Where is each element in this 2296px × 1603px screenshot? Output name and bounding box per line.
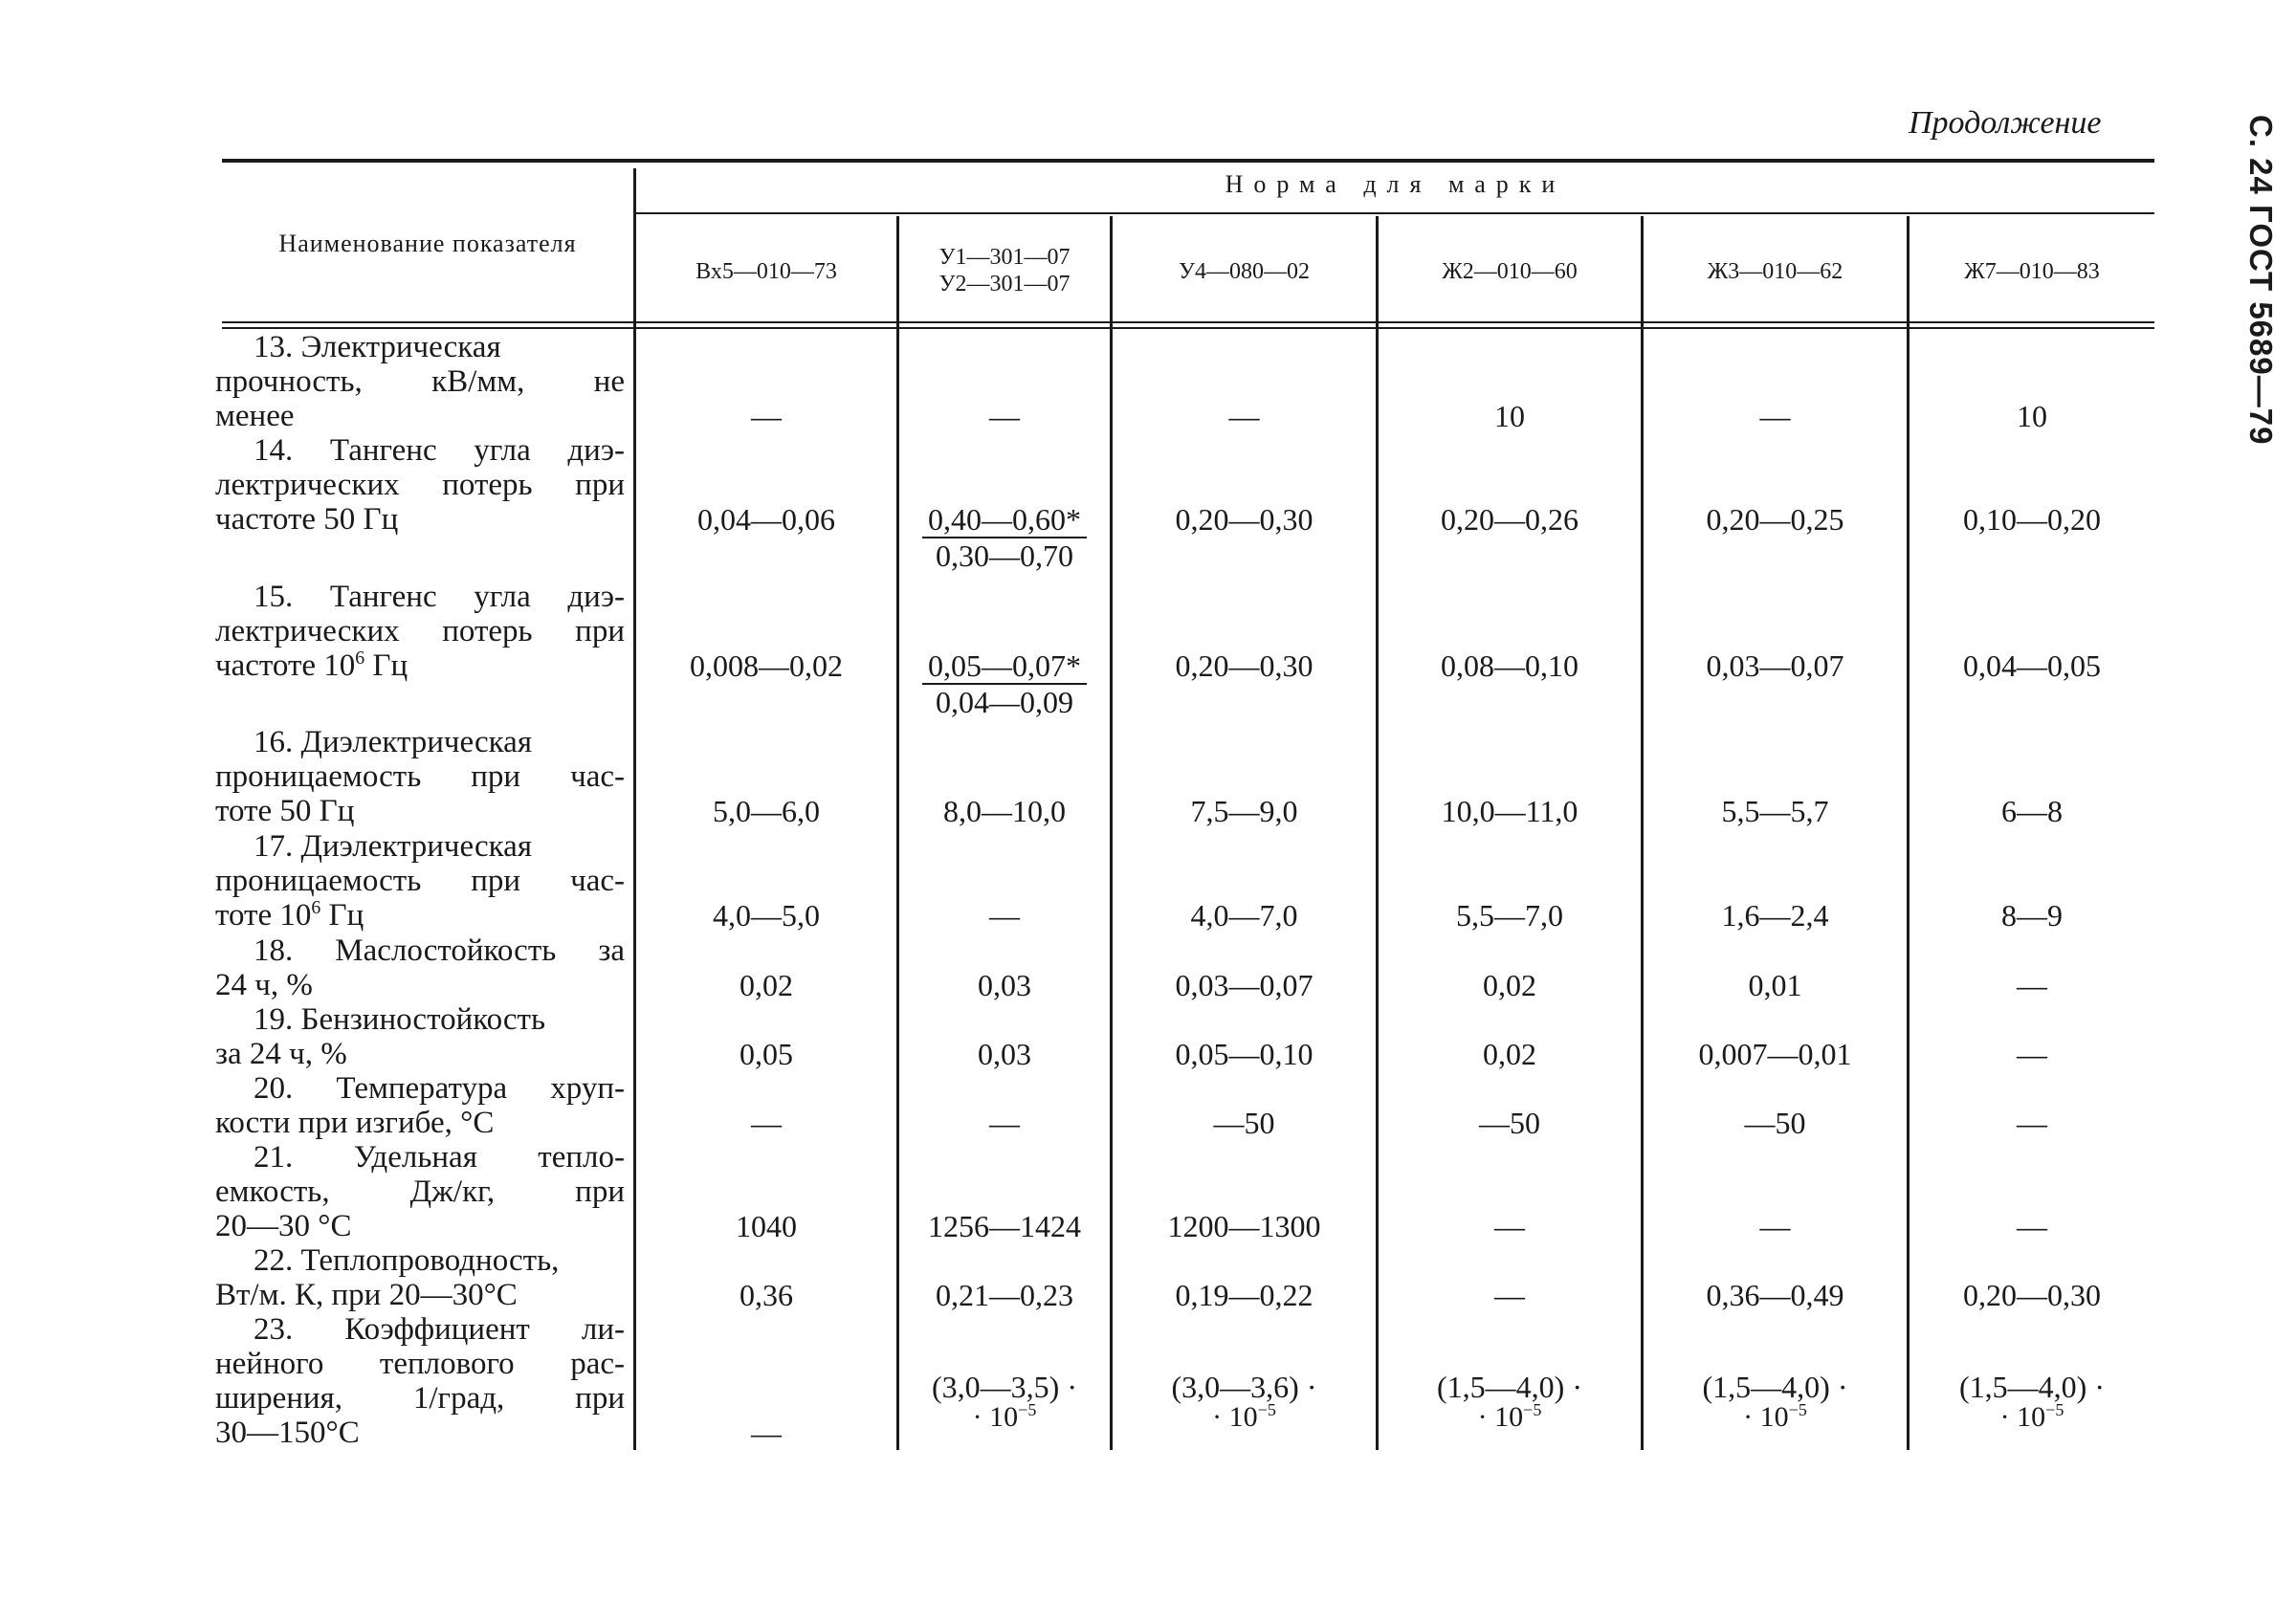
row-13-line-3: менее <box>215 399 295 433</box>
row-14-value-1: 0,04—0,06 <box>697 502 835 537</box>
row-15-line-3 <box>215 648 625 683</box>
row-22-value-3: 0,19—0,22 <box>1175 1278 1314 1312</box>
row-23-value-3-exp-base: · 10 <box>1212 1401 1258 1433</box>
row-17-line-3-text: тоте 10 <box>215 898 312 933</box>
row-19-value-4: 0,02 <box>1483 1037 1536 1071</box>
col-header-5 <box>1644 258 1907 285</box>
row-22-value-5: 0,36—0,49 <box>1706 1278 1844 1312</box>
col-header-4-text: Ж2—010—60 <box>1442 259 1578 284</box>
row-23-line-3: ширения, 1/град, при <box>215 1381 625 1416</box>
row-15-value-1: 0,008—0,02 <box>690 648 843 683</box>
row-15-superscript: 6 <box>355 648 365 669</box>
row-17-value-4: 5,5—7,0 <box>1456 898 1563 933</box>
row-23-line-1: 23. Коэффициент ли- <box>254 1312 625 1347</box>
row-19-name <box>215 1002 625 1071</box>
row-14-value-5: 0,20—0,25 <box>1706 502 1844 537</box>
row-14-value-3: 0,20—0,30 <box>1175 502 1314 537</box>
row-14-value-2-main: 0,40—0,60* <box>922 502 1087 538</box>
row-17-line-2: проницаемость при час- <box>215 864 625 898</box>
side-page-header: С. 24 ГОСТ 5689—79 <box>2243 115 2279 446</box>
group-header-rule <box>635 212 2154 214</box>
row-13-value-5: — <box>1759 399 1791 433</box>
row-18-line-1: 18. Маслостойкость за <box>254 933 625 968</box>
col-header-1-text: Вх5—010—73 <box>695 259 837 284</box>
row-20-value-6: — <box>2017 1106 2047 1140</box>
row-23-value-6-main: (1,5—4,0) · <box>1959 1370 2105 1404</box>
row-15-value-2-alt: 0,04—0,09 <box>936 685 1073 719</box>
col-header-2-line1: У1—301—07 <box>938 245 1071 270</box>
row-20-value-4: —50 <box>1479 1106 1540 1140</box>
row-20-line-1: 20. Температура хруп- <box>254 1071 625 1106</box>
row-22-value-6: 0,20—0,30 <box>1963 1278 2101 1312</box>
row-16-line-3: тоте 50 Гц <box>215 794 355 828</box>
row-17-name <box>215 829 625 933</box>
row-21-value-5: — <box>1759 1209 1791 1243</box>
row-19-line-1: 19. Бензиностойкость <box>254 1002 546 1037</box>
row-23-value-2-main: (3,0—3,5) · <box>932 1370 1077 1404</box>
row-14-line-3: частоте 50 Гц <box>215 502 399 537</box>
col-header-1 <box>636 258 896 285</box>
row-20-value-5: —50 <box>1744 1106 1806 1140</box>
row-17-value-6: 8—9 <box>2001 898 2063 933</box>
row-21-value-1: 1040 <box>736 1209 797 1243</box>
row-21-value-3: 1200—1300 <box>1167 1209 1321 1243</box>
row-15-value-6: 0,04—0,05 <box>1963 648 2101 683</box>
row-23-value-2-exp <box>899 1400 1110 1433</box>
row-18-value-6: — <box>2017 968 2047 1002</box>
row-22-line-2: Вт/м. К, при 20—30°C <box>215 1278 518 1312</box>
name-column-header: Наименование показателя <box>278 230 577 257</box>
row-18-value-4: 0,02 <box>1483 968 1536 1002</box>
row-13-value-3: — <box>1228 399 1260 433</box>
row-15-value-2-main: 0,05—0,07* <box>922 648 1087 685</box>
row-15-name <box>215 580 625 683</box>
row-14-value-2 <box>899 502 1110 573</box>
row-23-value-5 <box>1644 1370 1907 1431</box>
row-23-value-5-exp-base: · 10 <box>1743 1401 1789 1433</box>
row-19-value-2: 0,03 <box>978 1037 1031 1071</box>
row-23-name <box>215 1312 625 1450</box>
row-22-name <box>215 1243 625 1312</box>
row-16-value-2: 8,0—10,0 <box>943 794 1066 828</box>
col-header-6 <box>1910 258 2154 285</box>
row-19-value-3: 0,05—0,10 <box>1175 1037 1314 1071</box>
row-15-value-2 <box>899 648 1110 719</box>
row-23-value-2-exp-base: · 10 <box>972 1401 1019 1433</box>
table-top-rule <box>222 159 2154 163</box>
row-23-value-4-exp-power: −5 <box>1523 1400 1542 1419</box>
row-19-line-2: за 24 ч, % <box>215 1037 347 1071</box>
row-20-value-2: — <box>989 1106 1020 1140</box>
row-17-value-2: — <box>989 898 1020 933</box>
row-13-value-1: — <box>751 399 782 433</box>
row-15-value-3: 0,20—0,30 <box>1175 648 1314 683</box>
group-header: Норма для марки <box>1225 170 1566 198</box>
row-23-value-6-exp <box>1910 1400 2154 1433</box>
row-19-value-5: 0,007—0,01 <box>1698 1037 1852 1071</box>
row-14-name <box>215 433 625 537</box>
row-13-line-1: 13. Электрическая <box>254 330 501 364</box>
row-15-value-4: 0,08—0,10 <box>1441 648 1578 683</box>
col-header-3 <box>1113 258 1376 285</box>
row-23-value-5-exp-power: −5 <box>1788 1400 1807 1419</box>
row-23-value-6-exp-base: · 10 <box>1999 1401 2046 1433</box>
row-15-line-2: лектрических потерь при <box>215 614 625 648</box>
row-23-value-4 <box>1379 1370 1641 1431</box>
row-22-line-1: 22. Теплопроводность, <box>254 1243 560 1278</box>
row-20-line-2: кости при изгибе, °C <box>215 1106 495 1140</box>
row-23-value-3-exp <box>1113 1400 1376 1433</box>
row-13-value-4: 10 <box>1494 399 1525 433</box>
col-header-2 <box>899 244 1110 297</box>
row-14-value-4: 0,20—0,26 <box>1441 502 1578 537</box>
row-23-value-4-exp <box>1379 1400 1641 1433</box>
row-13-name <box>215 330 625 433</box>
col-header-2-line2: У2—301—07 <box>938 272 1071 296</box>
row-16-name <box>215 725 625 828</box>
row-22-value-1: 0,36 <box>740 1278 793 1312</box>
row-20-value-3: —50 <box>1213 1106 1275 1140</box>
row-23-value-2-exp-power: −5 <box>1018 1400 1037 1419</box>
row-16-value-3: 7,5—9,0 <box>1190 794 1298 828</box>
row-17-value-1: 4,0—5,0 <box>713 898 820 933</box>
row-13-line-2: прочность, кВ/мм, не <box>215 364 625 399</box>
row-16-line-1: 16. Диэлектрическая <box>254 725 533 759</box>
row-20-value-1: — <box>751 1106 782 1140</box>
col-header-3-text: У4—080—02 <box>1179 259 1310 284</box>
col-header-5-text: Ж3—010—62 <box>1707 259 1843 284</box>
row-23-value-1: — <box>751 1416 782 1450</box>
row-15-line-1: 15. Тангенс угла диэ- <box>254 580 625 614</box>
row-17-value-3: 4,0—7,0 <box>1190 898 1298 933</box>
row-14-line-1: 14. Тангенс угла диэ- <box>254 433 625 468</box>
row-16-value-5: 5,5—5,7 <box>1721 794 1829 828</box>
row-18-name <box>215 933 625 1002</box>
row-23-value-3-main: (3,0—3,6) · <box>1171 1370 1317 1404</box>
row-15-line-3-tail: Гц <box>364 648 408 683</box>
row-15-value-5: 0,03—0,07 <box>1706 648 1844 683</box>
row-15-line-3-text: частоте 10 <box>215 648 356 683</box>
row-23-value-2 <box>899 1370 1110 1431</box>
row-21-line-3: 20—30 °C <box>215 1209 352 1243</box>
row-23-value-6-exp-power: −5 <box>2045 1400 2064 1419</box>
row-23-value-5-main: (1,5—4,0) · <box>1702 1370 1848 1404</box>
row-14-value-6: 0,10—0,20 <box>1963 502 2101 537</box>
row-22-value-2: 0,21—0,23 <box>936 1278 1073 1312</box>
row-21-name <box>215 1140 625 1243</box>
row-20-name <box>215 1071 625 1140</box>
row-17-superscript: 6 <box>311 897 321 918</box>
row-21-value-2: 1256—1424 <box>928 1209 1081 1243</box>
row-19-value-6: — <box>2017 1037 2047 1071</box>
row-13-value-6: 10 <box>2017 399 2047 433</box>
row-18-value-3: 0,03—0,07 <box>1175 968 1314 1002</box>
row-21-value-6: — <box>2017 1209 2047 1243</box>
row-17-line-3 <box>215 898 625 933</box>
row-23-line-4: 30—150°C <box>215 1416 360 1450</box>
row-16-value-4: 10,0—11,0 <box>1441 794 1578 828</box>
row-16-value-6: 6—8 <box>2001 794 2063 828</box>
row-18-value-1: 0,02 <box>740 968 793 1002</box>
row-21-line-1: 21. Удельная тепло- <box>254 1140 625 1175</box>
row-21-value-4: — <box>1494 1209 1525 1243</box>
row-23-value-6 <box>1910 1370 2154 1431</box>
row-14-line-2: лектрических потерь при <box>215 468 625 502</box>
row-23-value-5-exp <box>1644 1400 1907 1433</box>
row-23-value-4-exp-base: · 10 <box>1477 1401 1524 1433</box>
row-22-value-4: — <box>1494 1278 1525 1312</box>
row-23-value-4-main: (1,5—4,0) · <box>1437 1370 1582 1404</box>
row-18-line-2: 24 ч, % <box>215 968 313 1002</box>
header-bottom-rule-2 <box>222 327 2154 329</box>
col-header-6-text: Ж7—010—83 <box>1964 259 2100 284</box>
row-13-value-2: — <box>989 399 1020 433</box>
row-23-value-3-exp-power: −5 <box>1257 1400 1276 1419</box>
row-19-value-1: 0,05 <box>740 1037 793 1071</box>
row-23-value-3 <box>1113 1370 1376 1431</box>
row-17-value-5: 1,6—2,4 <box>1721 898 1829 933</box>
row-16-line-2: проницаемость при час- <box>215 759 625 794</box>
row-16-value-1: 5,0—6,0 <box>713 794 820 828</box>
row-23-line-2: нейного теплового рас- <box>215 1347 625 1381</box>
row-17-line-1: 17. Диэлектрическая <box>254 829 533 864</box>
header-bottom-rule-1 <box>222 321 2154 323</box>
row-18-value-2: 0,03 <box>978 968 1031 1002</box>
col-header-4 <box>1379 258 1641 285</box>
row-18-value-5: 0,01 <box>1748 968 1802 1002</box>
continuation-label: Продолжение <box>1909 105 2102 141</box>
row-14-value-2-alt: 0,30—0,70 <box>936 538 1073 573</box>
row-21-line-2: емкость, Дж/кг, при <box>215 1175 625 1209</box>
row-17-line-3-tail: Гц <box>320 898 364 933</box>
